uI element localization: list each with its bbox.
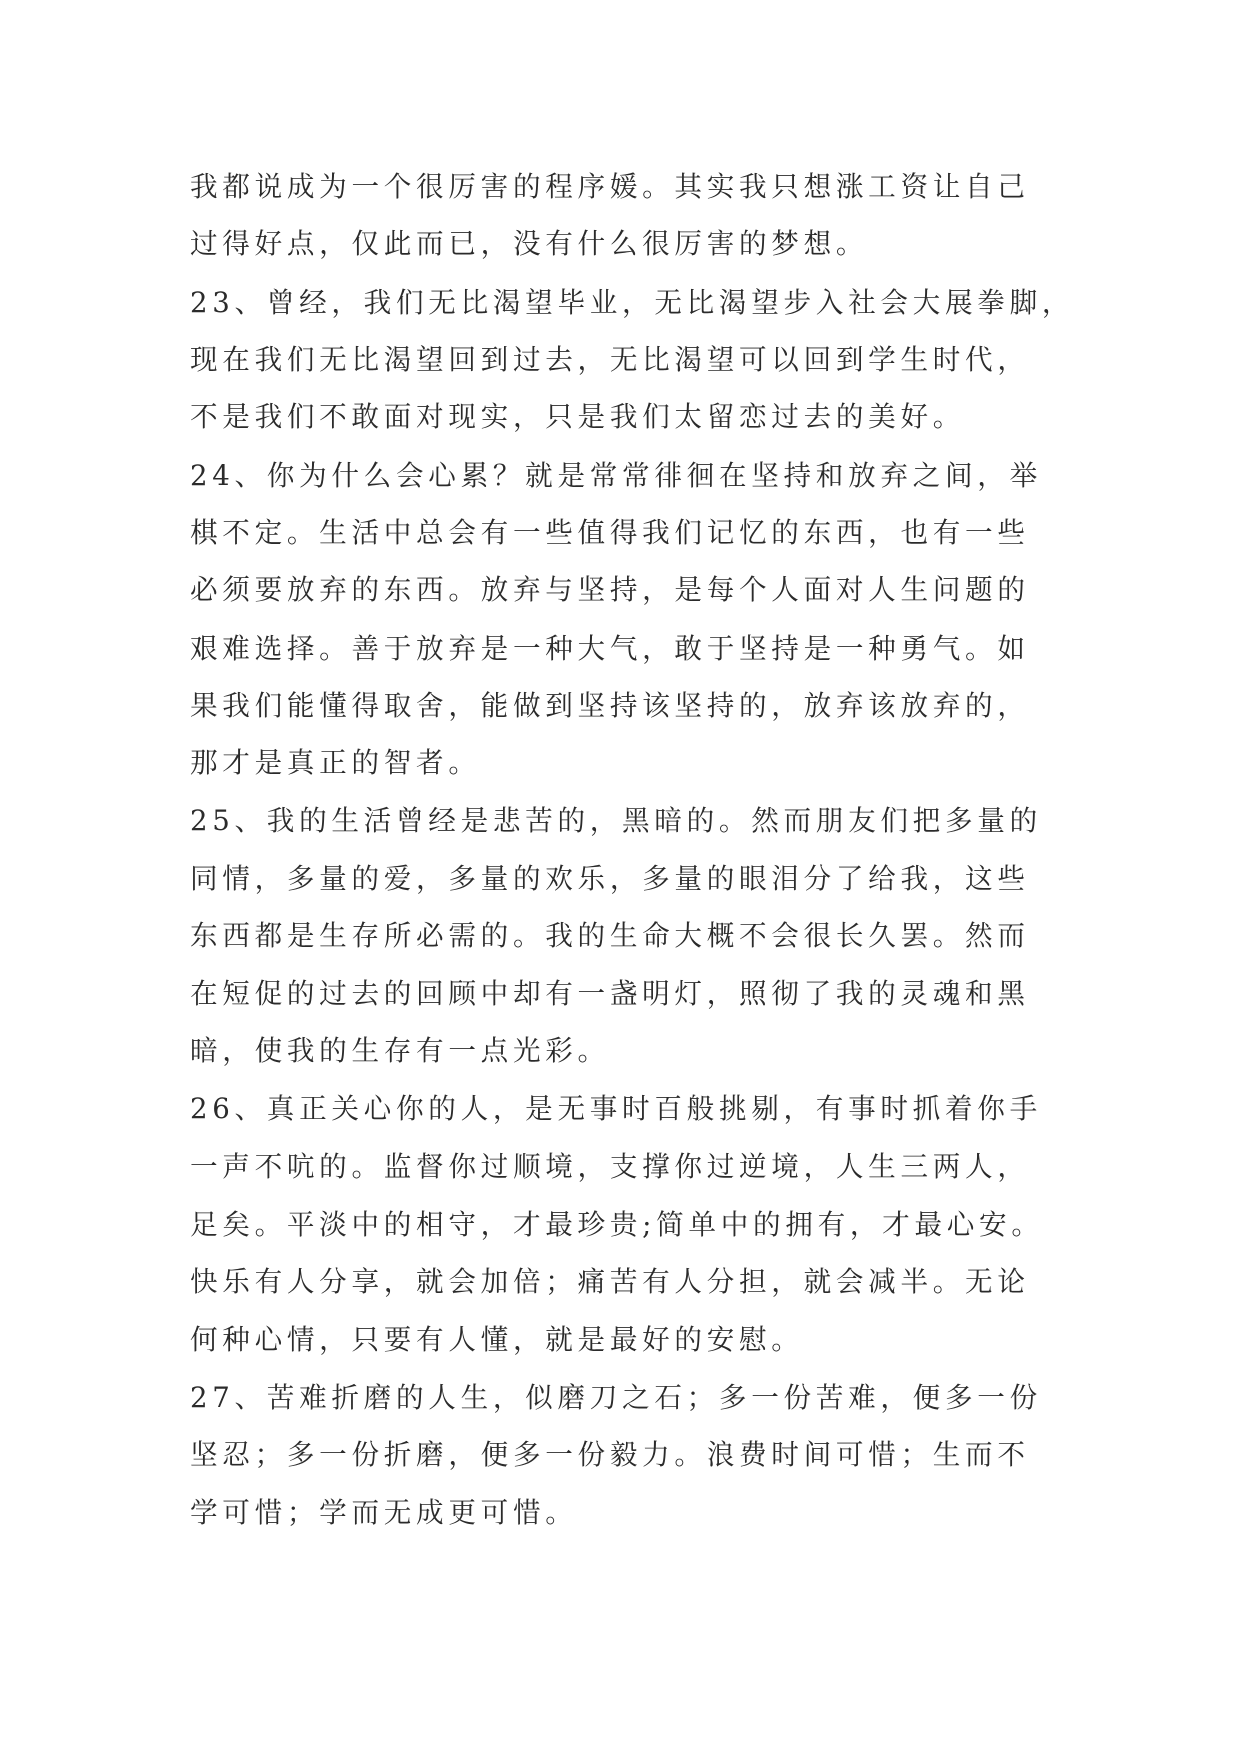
text-line: 过得好点，仅此而已，没有什么很厉害的梦想。	[190, 227, 869, 260]
text-line: 27、苦难折磨的人生，似磨刀之石；多一份苦难，便多一份	[190, 1381, 1042, 1414]
text-line: 学可惜；学而无成更可惜。	[190, 1496, 578, 1529]
text-line: 不是我们不敢面对现实，只是我们太留恋过去的美好。	[190, 400, 966, 433]
text-line: 果我们能懂得取舍，能做到坚持该坚持的，放弃该放弃的，	[190, 689, 1030, 722]
text-line: 现在我们无比渴望回到过去，无比渴望可以回到学生时代，	[190, 343, 1030, 376]
text-line: 24、你为什么会心累？就是常常徘徊在坚持和放弃之间，举	[190, 459, 1042, 492]
text-line: 何种心情，只要有人懂，就是最好的安慰。	[190, 1323, 804, 1356]
text-line: 暗，使我的生存有一点光彩。	[190, 1034, 610, 1067]
text-line: 我都说成为一个很厉害的程序媛。其实我只想涨工资让自己	[190, 170, 1030, 203]
text-line: 艰难选择。善于放弃是一种大气，敢于坚持是一种勇气。如	[190, 632, 1030, 665]
text-line: 在短促的过去的回顾中却有一盏明灯，照彻了我的灵魂和黑	[190, 977, 1030, 1010]
text-line: 足矣。平淡中的相守，才最珍贵;简单中的拥有，才最心安。	[190, 1208, 1044, 1241]
text-line: 快乐有人分享，就会加倍；痛苦有人分担，就会减半。无论	[190, 1265, 1030, 1298]
text-line: 同情，多量的爱，多量的欢乐，多量的眼泪分了给我，这些	[190, 862, 1030, 895]
text-line: 东西都是生存所必需的。我的生命大概不会很长久罢。然而	[190, 919, 1030, 952]
text-line: 坚忍；多一份折磨，便多一份毅力。浪费时间可惜；生而不	[190, 1438, 1030, 1471]
text-line: 25、我的生活曾经是悲苦的，黑暗的。然而朋友们把多量的	[190, 804, 1042, 837]
text-line: 23、曾经，我们无比渴望毕业，无比渴望步入社会大展拳脚，	[190, 286, 1075, 319]
text-line: 必须要放弃的东西。放弃与坚持，是每个人面对人生问题的	[190, 573, 1030, 606]
text-line: 那才是真正的智者。	[190, 746, 481, 779]
text-line: 26、真正关心你的人，是无事时百般挑剔，有事时抓着你手	[190, 1092, 1042, 1125]
text-line: 一声不吭的。监督你过顺境，支撑你过逆境，人生三两人，	[190, 1150, 1030, 1183]
text-line: 棋不定。生活中总会有一些值得我们记忆的东西，也有一些	[190, 516, 1030, 549]
